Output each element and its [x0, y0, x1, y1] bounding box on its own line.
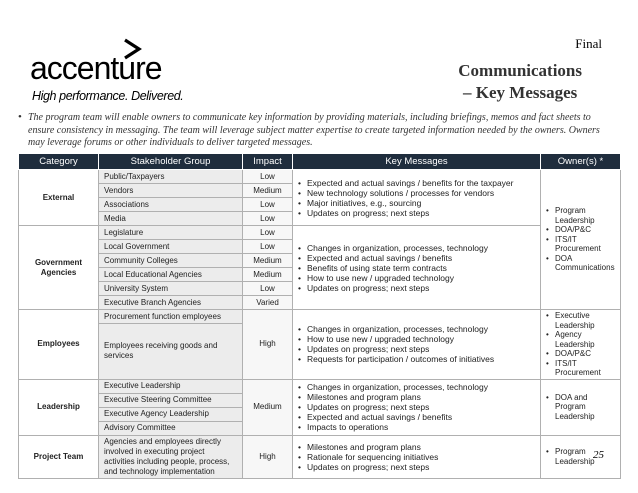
- page-title: [458, 60, 582, 104]
- stakeholder-group: Public/Taxpayers: [99, 170, 243, 184]
- message-item: • Updates on progress; next steps: [298, 283, 535, 293]
- intro-paragraph: [18, 112, 618, 150]
- header-owners: Owner(s) *: [541, 154, 621, 170]
- impact-value: Medium: [243, 268, 293, 282]
- message-item: • Changes in organization, processes, technology: [298, 324, 535, 334]
- stakeholder-group: Legislature: [99, 226, 243, 240]
- category-project-team: Project Team: [19, 435, 99, 478]
- table-header-row: [19, 154, 621, 170]
- stakeholder-group: Executive Agency Leadership: [99, 407, 243, 421]
- category-employees: Employees: [19, 310, 99, 380]
- stakeholder-group: Local Educational Agencies: [99, 268, 243, 282]
- stakeholder-group: Associations: [99, 198, 243, 212]
- stakeholder-group: University System: [99, 282, 243, 296]
- message-item: • Expected and actual savings / benefits for the taxpayer: [298, 178, 535, 188]
- impact-value: Low: [243, 170, 293, 184]
- message-item: • Benefits of using state term contracts: [298, 263, 535, 273]
- key-messages-external: [293, 170, 541, 226]
- table-row: [19, 226, 621, 240]
- status-label: Final: [575, 36, 602, 51]
- impact-value: Low: [243, 198, 293, 212]
- impact-value: Low: [243, 226, 293, 240]
- header-key-messages: Key Messages: [293, 154, 541, 170]
- stakeholder-group: Executive Leadership: [99, 379, 243, 393]
- header-category: Category: [19, 154, 99, 170]
- message-item: • Updates on progress; next steps: [298, 462, 535, 472]
- message-item: • How to use new / upgraded technology: [298, 334, 535, 344]
- message-item: • Major initiatives, e.g., sourcing: [298, 198, 535, 208]
- owners-project-team: [541, 435, 621, 478]
- stakeholder-group: Media: [99, 212, 243, 226]
- impact-value: Medium: [243, 184, 293, 198]
- impact-value: Low: [243, 212, 293, 226]
- message-item: • Milestones and program plans: [298, 442, 535, 452]
- category-leadership: Leadership: [19, 379, 99, 435]
- message-item: • How to use new / upgraded technology: [298, 273, 535, 283]
- key-messages-employees: [293, 310, 541, 380]
- header-stakeholder-group: Stakeholder Group: [99, 154, 243, 170]
- message-item: • Expected and actual savings / benefits: [298, 412, 535, 422]
- table-row: [19, 435, 621, 478]
- message-item: • Updates on progress; next steps: [298, 208, 535, 218]
- impact-value: Low: [243, 282, 293, 296]
- impact-value: Medium: [243, 254, 293, 268]
- impact-value: Low: [243, 240, 293, 254]
- category-government-agencies: Government Agencies: [19, 226, 99, 310]
- bullet-icon: •: [18, 111, 22, 123]
- title-line-2: – Key Messages: [463, 83, 578, 102]
- stakeholder-group: Executive Branch Agencies: [99, 296, 243, 310]
- stakeholder-group: Community Colleges: [99, 254, 243, 268]
- key-messages-table: [18, 153, 621, 479]
- impact-value: High: [243, 310, 293, 380]
- message-item: • Milestones and program plans: [298, 392, 535, 402]
- stakeholder-group: Agencies and employees directly involved in executing project activities including people, process, and technology implementation: [99, 435, 243, 478]
- message-item: • Changes in organization, processes, technology: [298, 382, 535, 392]
- owner-item: • ITS/IT Procurement: [546, 235, 615, 254]
- title-line-1: Communications: [458, 61, 582, 80]
- impact-value: Medium: [243, 379, 293, 435]
- header-impact: Impact: [243, 154, 293, 170]
- logo-wordmark: accenture: [30, 50, 162, 86]
- owner-item: • DOA Communications: [546, 254, 615, 273]
- impact-value: High: [243, 435, 293, 478]
- owners-employees: [541, 310, 621, 380]
- owners-external-government: [541, 170, 621, 310]
- stakeholder-group: Vendors: [99, 184, 243, 198]
- owner-item: • DOA/P&C: [546, 225, 615, 235]
- logo-tagline: High performance. Delivered.: [32, 89, 184, 103]
- message-item: • Updates on progress; next steps: [298, 344, 535, 354]
- intro-text: The program team will enable owners to communicate key information by providing materials, including briefings, memos and fact sheets to ensure consistency in messaging. The team will leverage subject matter expertise to create targeted information needed by the owners. Owners may leverage forums or other individuals to deliver targeted messages.: [28, 112, 600, 148]
- message-item: • Rationale for sequencing initiatives: [298, 452, 535, 462]
- page-number: 25: [593, 449, 604, 461]
- key-messages-project-team: [293, 435, 541, 478]
- message-item: • Updates on progress; next steps: [298, 402, 535, 412]
- owner-item: • DOA and Program Leadership: [546, 393, 615, 422]
- key-messages-government: [293, 226, 541, 310]
- table-row: [19, 170, 621, 184]
- message-item: • Requests for participation / outcomes of initiatives: [298, 354, 535, 364]
- owner-item: • Program Leadership: [546, 206, 615, 225]
- message-item: • Expected and actual savings / benefits: [298, 253, 535, 263]
- category-external: External: [19, 170, 99, 226]
- stakeholder-group: Employees receiving goods and services: [99, 324, 243, 380]
- owner-item: • ITS/IT Procurement: [546, 359, 615, 378]
- owner-item: • Program Leadership: [546, 447, 615, 466]
- owner-item: • Executive Leadership: [546, 311, 615, 330]
- accenture-logo: [30, 38, 250, 106]
- impact-value: Varied: [243, 296, 293, 310]
- owner-item: • DOA/P&C: [546, 349, 615, 359]
- owners-leadership: [541, 379, 621, 435]
- table-row: [19, 310, 621, 324]
- owner-item: • Agency Leadership: [546, 330, 615, 349]
- table-row: [19, 379, 621, 393]
- stakeholder-group: Advisory Committee: [99, 421, 243, 435]
- stakeholder-group: Executive Steering Committee: [99, 393, 243, 407]
- stakeholder-group: Local Government: [99, 240, 243, 254]
- message-item: • New technology solutions / processes for vendors: [298, 188, 535, 198]
- message-item: • Changes in organization, processes, technology: [298, 243, 535, 253]
- key-messages-leadership: [293, 379, 541, 435]
- message-item: • Impacts to operations: [298, 422, 535, 432]
- stakeholder-group: Procurement function employees: [99, 310, 243, 324]
